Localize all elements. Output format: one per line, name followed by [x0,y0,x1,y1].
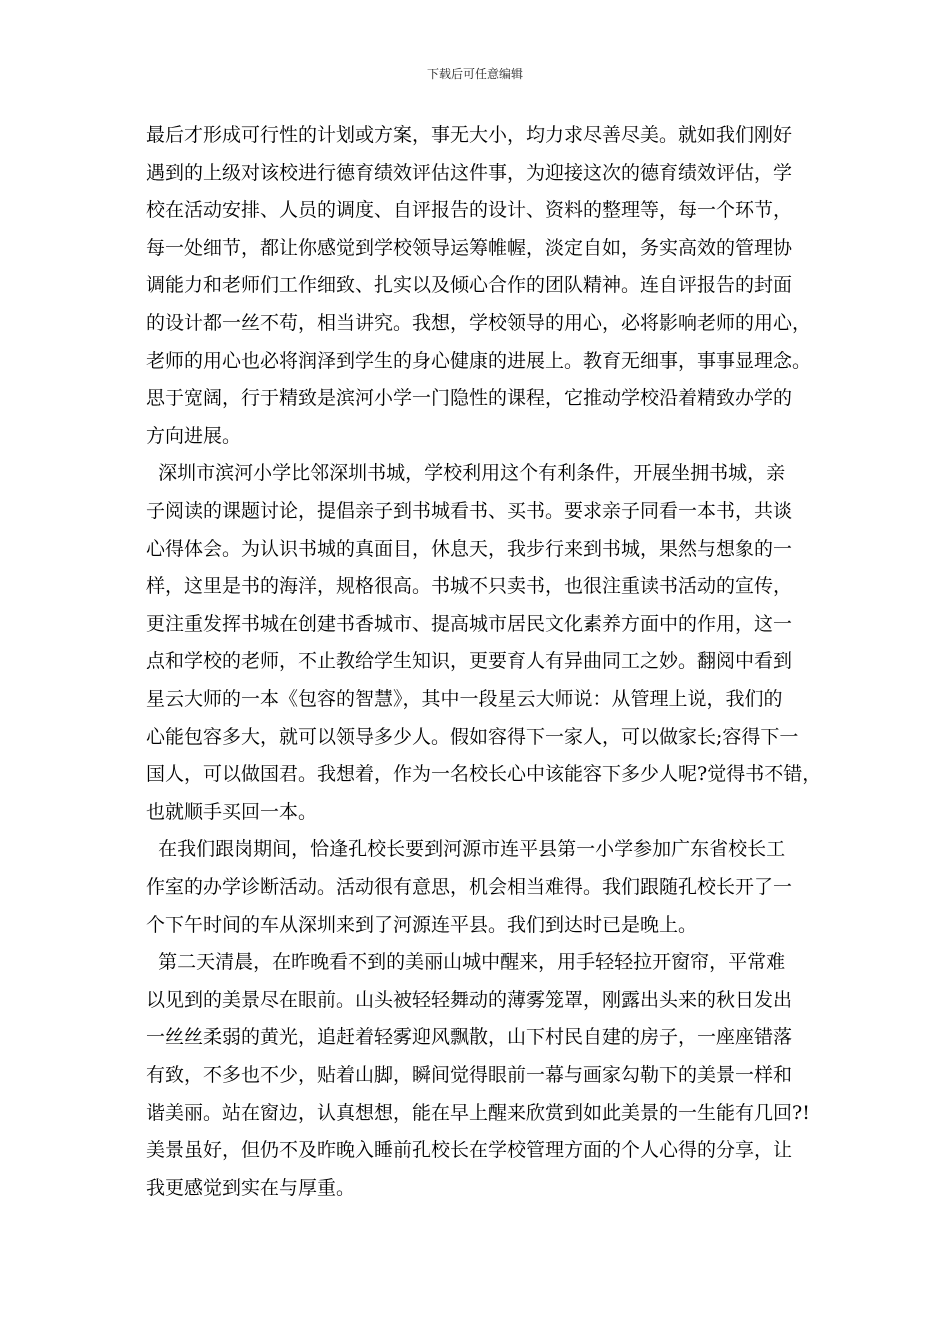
body-line: 以见到的美景尽在眼前。山头被轻轻舞动的薄雾笼罩，刚露出头来的秋日发出 [146,988,793,1011]
body-line: 谐美丽。站在窗边，认真想想，能在早上醒来欣赏到如此美景的一生能有几回?! [146,1101,810,1124]
body-line: 国人，可以做国君。我想着，作为一名校长心中该能容下多少人呢?觉得书不错， [146,763,822,786]
body-line: 星云大师的一本《包容的智慧》，其中一段星云大师说：从管理上说，我们的 [146,688,783,710]
body-line: 也就顺手买回一本。 [146,800,318,823]
body-line: 点和学校的老师，不止教给学生知识，更要育人有异曲同工之妙。翻阅中看到 [146,650,793,673]
body-line: 作室的办学诊断活动。活动很有意思，机会相当难得。我们跟随孔校长开了一 [146,876,793,898]
page-header: 下载后可任意编辑 [426,67,523,81]
body-line: 调能力和老师们工作细致、扎实以及倾心合作的团队精神。连自评报告的封面 [146,274,793,297]
body-line: 子阅读的课题讨论，提倡亲子到书城看书、买书。要求亲子同看一本书，共谈 [146,500,793,522]
body-line: 遇到的上级对该校进行德育绩效评估这件事，为迎接这次的德育绩效评估，学 [146,161,793,184]
body-line: 个下午时间的车从深圳来到了河源连平县。我们到达时已是晚上。 [146,913,698,936]
body-line: 有致，不多也不少，贴着山脚，瞬间觉得眼前一幕与画家勾勒下的美景一样和 [146,1064,793,1086]
body-line: 深圳市滨河小学比邻深圳书城，学校利用这个有利条件，开展坐拥书城，亲 [146,462,786,485]
body-line: 美景虽好，但仍不及昨晚入睡前孔校长在学校管理方面的个人心得的分享，让 [146,1139,793,1162]
body-line: 校在活动安排、人员的调度、自评报告的设计、资料的整理等，每一个环节， [146,199,793,222]
body-line: 最后才形成可行性的计划或方案，事无大小，均力求尽善尽美。就如我们刚好 [146,124,793,146]
body-line: 一丝丝柔弱的黄光，追赶着轻雾迎风飘散，山下村民自建的房子，一座座错落 [146,1026,793,1049]
body-line: 每一处细节，都让你感觉到学校领导运筹帷幄，淡定自如，务实高效的管理协 [146,236,793,259]
body-line: 的设计都一丝不苟，相当讲究。我想，学校领导的用心，必将影响老师的用心， [146,312,812,334]
body-line: 样，这里是书的海洋，规格很高。书城不只卖书，也很注重读书活动的宣传， [146,575,793,598]
body-line: 心能包容多大，就可以领导多少人。假如容得下一家人，可以做家长;容得下一 [146,725,799,748]
body-line: 老师的用心也必将润泽到学生的身心健康的进展上。教育无细事，事事显理念。 [146,349,812,372]
body-line: 心得体会。为认识书城的真面目，休息天，我步行来到书城，果然与想象的一 [146,537,793,560]
body-line: 我更感觉到实在与厚重。 [146,1176,356,1199]
body-line: 第二天清晨，在昨晚看不到的美丽山城中醒来，用手轻轻拉开窗帘，平常难 [146,951,786,974]
body-line: 在我们跟岗期间，恰逢孔校长要到河源市连平县第一小学参加广东省校长工 [146,838,786,861]
body-line: 思于宽阔，行于精致是滨河小学一门隐性的课程，它推动学校沿着精致办学的 [146,387,793,410]
body-line: 更注重发挥书城在创建书香城市、提高城市居民文化素养方面中的作用，这一 [146,612,793,635]
body-line: 方向进展。 [146,424,242,447]
